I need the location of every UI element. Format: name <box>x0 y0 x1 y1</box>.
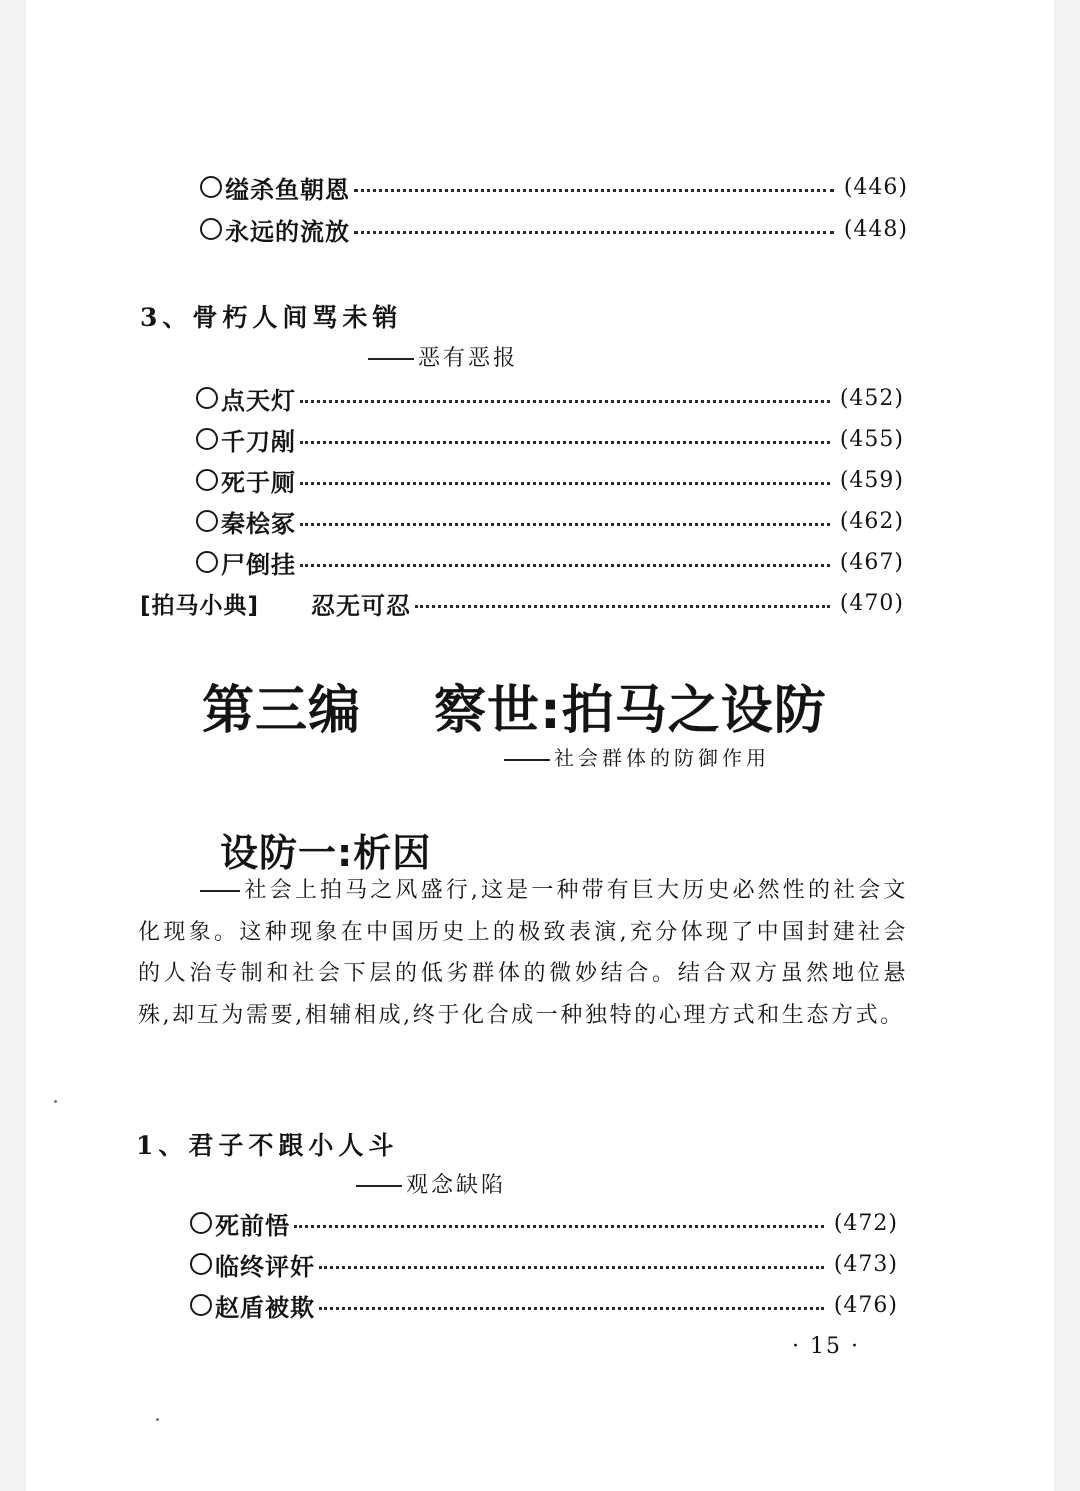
dot-leader <box>319 1266 824 1269</box>
toc-entry[interactable] <box>196 421 904 457</box>
toc-entry[interactable] <box>196 544 904 580</box>
toc-entry-classic[interactable] <box>140 585 904 621</box>
toc-entry-page: (470) <box>839 590 904 616</box>
scan-speck <box>156 1418 159 1421</box>
toc-entry-page: (455) <box>839 426 904 452</box>
page-number: · 15 · <box>792 1334 860 1359</box>
dot-leader <box>294 1225 824 1228</box>
scan-speck <box>54 1100 57 1103</box>
circle-bullet-icon <box>196 510 218 532</box>
em-dash <box>200 890 240 892</box>
em-dash <box>504 759 550 761</box>
dot-leader <box>300 523 830 526</box>
toc-entry[interactable] <box>190 1246 898 1282</box>
toc-entry[interactable] <box>196 462 904 498</box>
circle-bullet-icon <box>190 1212 212 1234</box>
toc-entry-page: (446) <box>843 174 908 200</box>
circle-bullet-icon <box>200 176 222 198</box>
dot-leader <box>354 189 834 192</box>
section-heading: 3、骨朽人间骂未销 <box>140 303 403 332</box>
chapter-title: 设防一:析因 <box>220 831 432 875</box>
section-subtitle <box>368 341 518 372</box>
dot-leader <box>300 482 830 485</box>
toc-entry-page: (473) <box>833 1251 898 1277</box>
book-page <box>26 0 1054 1491</box>
toc-entry-title: 死前悟 <box>215 1211 290 1240</box>
toc-entry-page: (462) <box>839 508 904 534</box>
dot-leader <box>300 564 830 567</box>
dot-leader <box>300 441 830 444</box>
toc-entry-title: 忍无可忍 <box>311 591 412 620</box>
circle-bullet-icon <box>196 428 218 450</box>
toc-entry[interactable] <box>196 503 904 539</box>
classic-label: [拍马小典] <box>140 592 260 619</box>
toc-entry-title: 点天灯 <box>221 386 296 415</box>
section-heading: 1、君子不跟小人斗 <box>136 1131 399 1160</box>
circle-bullet-icon <box>190 1253 212 1275</box>
toc-entry-title: 尸倒挂 <box>221 550 296 579</box>
toc-entry-page: (448) <box>843 216 908 242</box>
toc-entry-page: (459) <box>839 467 904 493</box>
dot-leader <box>415 605 830 608</box>
intro-paragraph <box>138 870 908 1036</box>
toc-entry-page: (452) <box>839 385 904 411</box>
toc-entry-title: 缢杀鱼朝恩 <box>225 175 350 204</box>
toc-entry-title: 死于厕 <box>221 468 296 497</box>
em-dash <box>368 358 414 360</box>
toc-entry-title: 千刀剐 <box>221 427 296 456</box>
circle-bullet-icon <box>190 1294 212 1316</box>
circle-bullet-icon <box>196 551 218 573</box>
section-subtitle-text: 观念缺陷 <box>406 1173 507 1198</box>
toc-entry[interactable] <box>200 211 908 247</box>
circle-bullet-icon <box>196 387 218 409</box>
toc-entry-page: (467) <box>839 549 904 575</box>
intro-paragraph-text: 社会上拍马之风盛行,这是一种带有巨大历史必然性的社会文化现象。这种现象在中国历史上的极致表演,充分体现了中国封建社会的人治专制和社会下层的低劣群体的微妙结合。结合双方虽然地位悬殊,却互为需要,相辅相成,终于化合成一种独特的心理方式和生态方式。 <box>138 878 908 1028</box>
section-subtitle-text: 恶有恶报 <box>418 346 519 371</box>
toc-entry[interactable] <box>190 1205 898 1241</box>
circle-bullet-icon <box>196 469 218 491</box>
part-subtitle-text: 社会群体的防御作用 <box>554 746 770 770</box>
part-subtitle <box>504 742 770 771</box>
toc-entry-title: 永远的流放 <box>225 217 350 246</box>
part-title: 察世:拍马之设防 <box>434 681 827 741</box>
toc-entry[interactable] <box>190 1287 898 1323</box>
toc-entry-title: 赵盾被欺 <box>215 1293 315 1322</box>
toc-entry-title: 秦桧冢 <box>221 509 296 538</box>
circle-bullet-icon <box>200 218 222 240</box>
dot-leader <box>354 231 834 234</box>
toc-entry-page: (476) <box>833 1292 898 1318</box>
dot-leader <box>319 1307 824 1310</box>
toc-entry-title: 临终评奸 <box>215 1252 315 1281</box>
toc-entry[interactable] <box>200 169 908 205</box>
section-subtitle <box>356 1168 506 1199</box>
em-dash <box>356 1185 402 1187</box>
toc-entry-page: (472) <box>833 1210 898 1236</box>
toc-entry[interactable] <box>196 380 904 416</box>
dot-leader <box>300 400 830 403</box>
part-number: 第三编 <box>202 681 362 741</box>
